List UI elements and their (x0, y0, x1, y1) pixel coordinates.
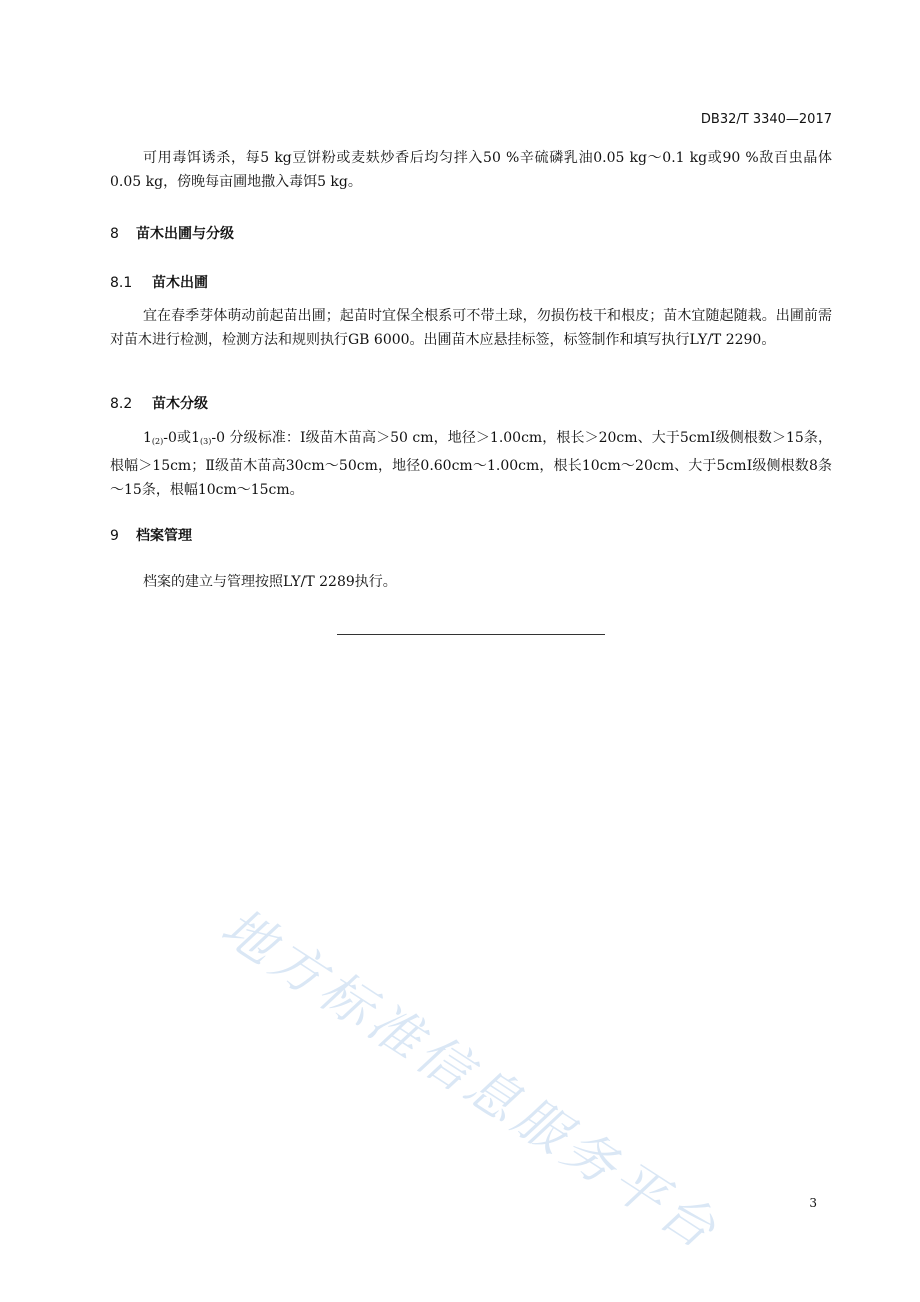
section-7-paragraph: 可用毒饵诱杀，每5 kg豆饼粉或麦麸炒香后均匀拌入50 %辛硫磷乳油0.05 kg～0.1 kg或90 %敌百虫晶体0.05 kg，傍晚每亩圃地撒入毒饵5 kg。 (110, 150, 832, 190)
section-8-1-heading (110, 272, 208, 292)
section-9-heading (110, 525, 192, 545)
section-8-heading (110, 223, 234, 243)
standard-code: DB32/T 3340—2017 (700, 112, 832, 127)
section-8-2-heading (110, 393, 208, 413)
section-8-1-number: 8.1 (110, 275, 133, 291)
seedling-code-subscript: (3) (200, 437, 212, 446)
page-number: 3 (809, 1196, 817, 1210)
end-rule (337, 634, 605, 635)
seedling-code-subscript: (2) (151, 437, 164, 446)
section-8-2-number: 8.2 (110, 396, 133, 412)
section-8-2-title: 苗木分级 (152, 396, 208, 412)
section-8-1-title: 苗木出圃 (152, 275, 208, 291)
section-8-title: 苗木出圃与分级 (136, 226, 234, 242)
section-9-paragraph: 档案的建立与管理按照LY/T 2289执行。 (143, 574, 397, 590)
section-8-2-paragraph (110, 426, 832, 502)
section-9-title: 档案管理 (136, 528, 192, 544)
section-8-1-paragraph: 宜在春季芽体萌动前起苗出圃；起苗时宜保全根系可不带土球，勿损伤枝干和根皮；苗木宜随起随栽。出圃前需对苗木进行检测，检测方法和规则执行GB 6000。出圃苗木应悬挂标签，标签制作和填写执行LY/T 2290。 (110, 308, 832, 348)
seedling-code-part: -0或1 (163, 430, 200, 446)
section-8-number: 8 (110, 226, 119, 242)
section-9-number: 9 (110, 528, 119, 544)
watermark: 地方标准信息服务平台 (210, 896, 730, 1264)
seedling-code-part: 1 (143, 430, 152, 446)
grading-standard-text: -0 分级标准：Ⅰ级苗木苗高＞50 cm，地径＞1.00cm，根长＞20cm、大于5cmⅠ级侧根数＞15条，根幅＞15cm；Ⅱ级苗木苗高30cm～50cm，地径0.60cm～1.00cm，根长10cm～20cm、大于5cmⅠ级侧根数8条～15条，根幅10cm～15cm。 (110, 430, 832, 498)
